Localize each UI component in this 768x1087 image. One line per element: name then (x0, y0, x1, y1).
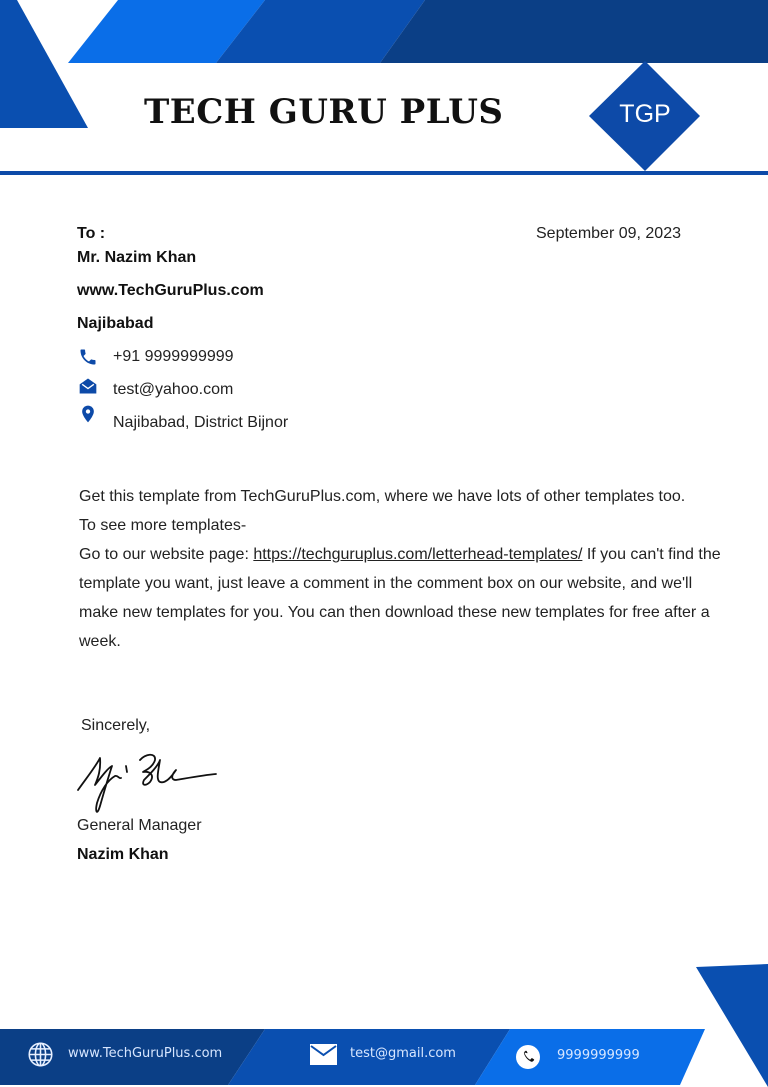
recipient-phone: +91 9999999999 (113, 348, 234, 365)
header-left-triangle (0, 0, 88, 128)
templates-link[interactable]: https://techguruplus.com/letterhead-templates/ (253, 546, 583, 563)
body-link-prefix: Go to our website page: (79, 546, 254, 563)
phone-icon (78, 347, 98, 367)
letter-body (79, 482, 729, 656)
footer-email[interactable]: test@gmail.com (350, 1046, 456, 1061)
brand-name: TECH GURU PLUS (144, 92, 504, 132)
signer-name: Nazim Khan (77, 846, 169, 863)
body-line-1: Get this template from TechGuruPlus.com, where we have lots of other templates too. (79, 488, 686, 505)
signer-title: General Manager (77, 817, 202, 834)
footer-phone-icon (515, 1044, 541, 1070)
body-link-suffix: If you can't find the template you want, just leave a comment in the comment box on our website, and we'll make new templates for you. You can then download these new templates for free after a week. (79, 546, 721, 650)
body-line-2: To see more templates- (79, 517, 247, 534)
header-divider (0, 171, 768, 175)
recipient-name: Mr. Nazim Khan (77, 249, 197, 266)
recipient-email: test@yahoo.com (113, 381, 234, 398)
footer-right-triangle (696, 964, 768, 1087)
signature (78, 755, 216, 812)
header-band-dark (380, 0, 768, 63)
footer-website[interactable]: www.TechGuruPlus.com (68, 1046, 223, 1061)
closing-salutation: Sincerely, (81, 717, 151, 734)
envelope-icon (310, 1044, 337, 1065)
recipient-website: www.TechGuruPlus.com (77, 282, 264, 299)
body-paragraph (79, 540, 729, 656)
location-pin-icon (78, 404, 98, 424)
globe-icon (27, 1041, 54, 1068)
letter-date: September 09, 2023 (536, 225, 681, 242)
footer-phone[interactable]: 9999999999 (557, 1048, 640, 1063)
recipient-address: Najibabad, District Bijnor (113, 414, 289, 431)
logo-initials: TGP (619, 100, 671, 128)
to-label: To : (77, 225, 106, 242)
recipient-city: Najibabad (77, 315, 154, 332)
open-envelope-icon (78, 376, 98, 396)
